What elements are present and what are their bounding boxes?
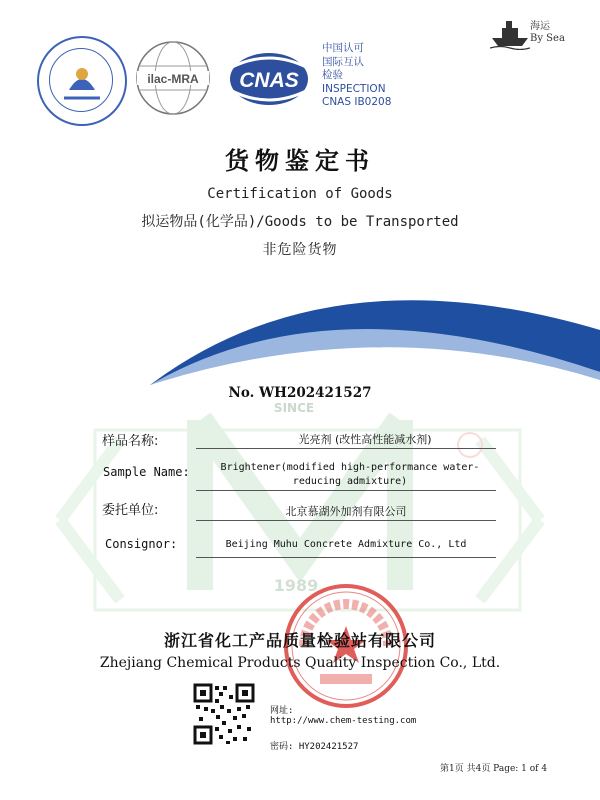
accreditation-line: 中国认可 bbox=[322, 42, 364, 54]
page-info: 第1页 共4页 Page: 1 of 4 bbox=[440, 764, 548, 774]
accreditation-info bbox=[322, 42, 391, 110]
field-underline bbox=[196, 448, 496, 449]
qr-code-icon bbox=[193, 683, 255, 745]
certificate-number: No. WH202421527 bbox=[228, 385, 372, 401]
certificate-title-cn: 货物鉴定书 bbox=[225, 147, 375, 175]
sample-name-en-label: Sample Name: bbox=[103, 465, 190, 479]
website-label: 网址: bbox=[270, 706, 294, 716]
consignor-cn-label: 委托单位: bbox=[102, 503, 159, 518]
watermark-year: 1989 bbox=[273, 576, 319, 595]
field-underline bbox=[196, 490, 496, 491]
accreditation-line: INSPECTION bbox=[322, 82, 386, 95]
accreditation-line: 检验 bbox=[322, 69, 343, 81]
goods-subtitle: 拟运物品(化学品)/Goods to be Transported bbox=[141, 214, 459, 230]
issuer-name-cn: 浙江省化工产品质量检验站有限公司 bbox=[163, 631, 436, 650]
sample-name-cn-value: 光亮剂 (改性高性能减水剂) bbox=[298, 433, 432, 446]
issuer-name-en: Zhejiang Chemical Products Quality Inspection Co., Ltd. bbox=[99, 655, 501, 671]
transport-mode-en: By Sea bbox=[530, 33, 565, 44]
cnas-label: CNAS bbox=[239, 69, 299, 92]
website-url[interactable]: http://www.chem-testing.com bbox=[270, 716, 417, 726]
accreditation-line: CNAS IB0208 bbox=[322, 96, 392, 108]
cnas-oval-logo-icon bbox=[228, 50, 310, 108]
watermark-since: SINCE bbox=[273, 401, 315, 415]
ilac-label: ilac-MRA bbox=[147, 72, 199, 86]
goods-classification: 非危险货物 bbox=[262, 242, 338, 258]
consignor-cn-value: 北京慕湖外加剂有限公司 bbox=[285, 505, 407, 518]
field-underline bbox=[196, 557, 496, 558]
consignor-en-value: Beijing Muhu Concrete Admixture Co., Ltd bbox=[225, 539, 467, 550]
transport-mode bbox=[530, 21, 565, 45]
sample-name-cn-label: 样品名称: bbox=[102, 434, 159, 449]
sample-name-en-value-line1: Brightener(modified high-performance water- bbox=[220, 462, 480, 473]
certificate-title-en: Certification of Goods bbox=[207, 186, 393, 202]
ship-icon bbox=[490, 16, 530, 50]
ilac-mra-globe-icon bbox=[133, 38, 213, 118]
transport-mode-cn: 海运 bbox=[530, 21, 550, 32]
zhejiang-inspection-seal-icon bbox=[37, 36, 127, 126]
field-underline bbox=[196, 520, 496, 521]
consignor-en-label: Consignor: bbox=[105, 537, 178, 551]
verification-password: 密码: HY202421527 bbox=[270, 742, 359, 752]
accreditation-line: 国际互认 bbox=[322, 55, 364, 68]
sample-name-en-value-line2: reducing admixture) bbox=[292, 476, 408, 487]
